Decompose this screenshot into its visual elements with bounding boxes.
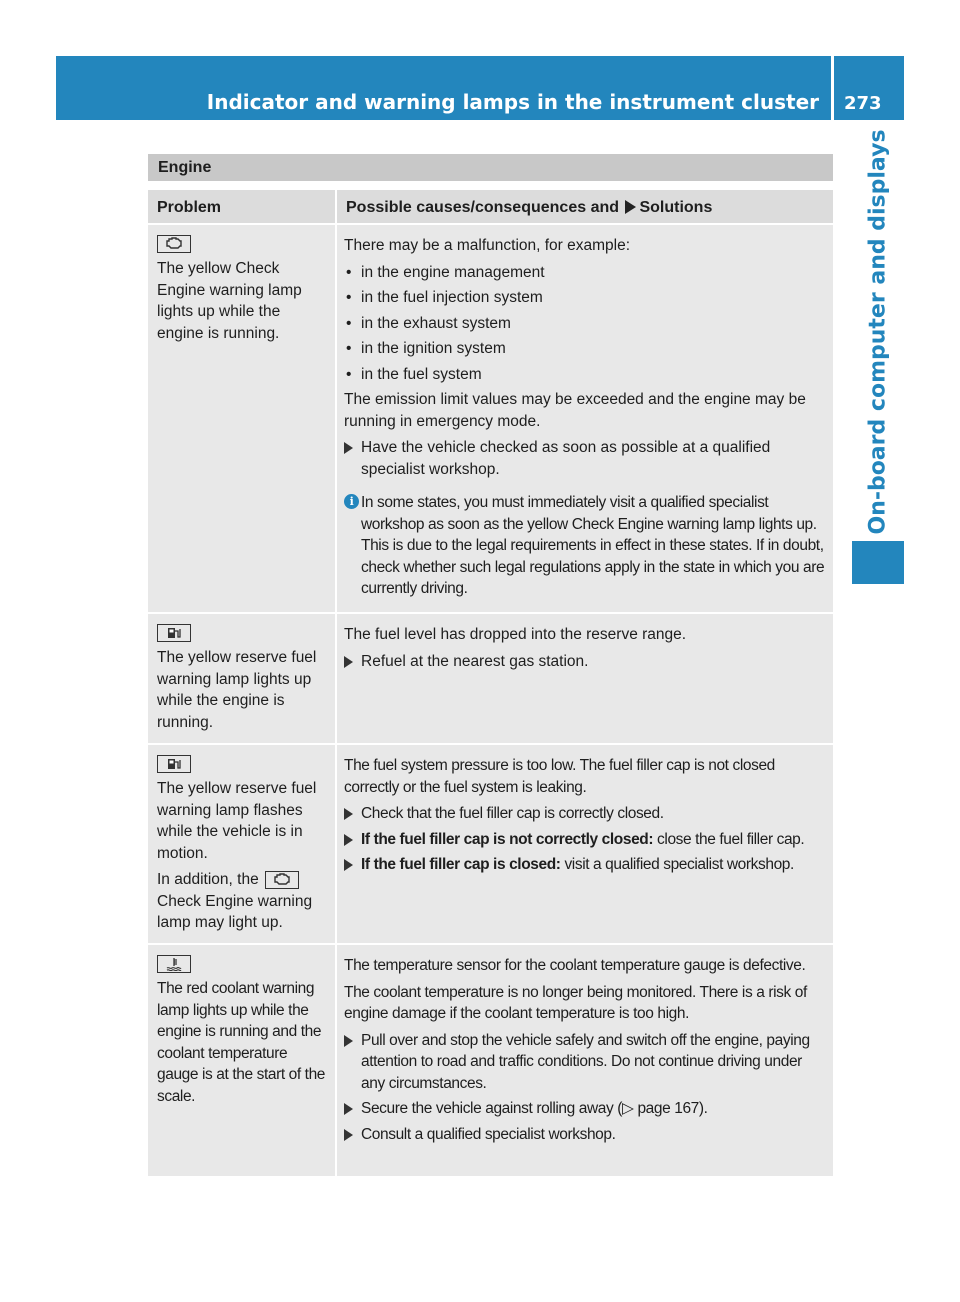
solution-cell bbox=[337, 614, 833, 743]
list-item: • in the exhaust system bbox=[346, 314, 511, 332]
section-title: Engine bbox=[158, 159, 212, 176]
side-tab bbox=[852, 130, 904, 535]
column-header-solution-suffix: Solutions bbox=[639, 199, 713, 216]
step-arrow-icon bbox=[344, 1103, 353, 1115]
solution-text: The fuel level has dropped into the reserve range. bbox=[344, 626, 687, 643]
problem-text: The yellow Check Engine warning lamp lights up while the engine is running. bbox=[157, 260, 302, 342]
solution-step: Have the vehicle checked as soon as possible at a qualified specialist workshop. bbox=[344, 437, 828, 480]
page-number: 273 bbox=[844, 93, 882, 114]
problem-text: The yellow reserve fuel warning lamp lights up while the engine is running. bbox=[157, 649, 317, 731]
solution-text: The fuel system pressure is too low. The fuel filler cap is not closed correctly or the fuel system is leaking. bbox=[344, 757, 775, 796]
page-reference: Secure the vehicle against rolling away (▷ page 167). bbox=[361, 1100, 708, 1117]
header-bar bbox=[56, 56, 831, 120]
check-engine-icon bbox=[157, 235, 191, 253]
column-header-solution bbox=[337, 190, 833, 223]
problem-cell bbox=[148, 614, 335, 743]
solution-text: The coolant temperature is no longer being monitored. There is a risk of engine damage if the coolant temperature is too high. bbox=[344, 983, 807, 1022]
step-arrow-icon bbox=[344, 808, 353, 820]
column-header-problem bbox=[148, 190, 335, 223]
table-row bbox=[148, 945, 833, 1176]
section-title-bar bbox=[148, 154, 833, 181]
table-row bbox=[148, 614, 833, 743]
problem-cell bbox=[148, 745, 335, 943]
step-arrow-icon bbox=[344, 656, 353, 668]
problem-text-secondary: In addition, the Check Engine warning lamp may light up. bbox=[157, 871, 313, 931]
coolant-temperature-icon bbox=[157, 955, 191, 973]
solution-step: If the fuel filler cap is not correctly closed: close the fuel filler cap. bbox=[344, 829, 828, 851]
page-title: Indicator and warning lamps in the instrument cluster bbox=[206, 90, 819, 114]
solution-step: If the fuel filler cap is closed: visit a qualified specialist workshop. bbox=[344, 854, 828, 876]
list-item: • in the engine management bbox=[346, 263, 545, 281]
table-row bbox=[148, 745, 833, 943]
solution-step: Refuel at the nearest gas station. bbox=[344, 651, 828, 673]
table-row bbox=[148, 225, 833, 612]
solution-intro: There may be a malfunction, for example: bbox=[344, 237, 631, 254]
solution-step: Check that the fuel filler cap is correctly closed. bbox=[344, 803, 828, 825]
step-arrow-icon bbox=[344, 859, 353, 871]
side-tab-marker bbox=[852, 541, 904, 584]
list-item: • in the ignition system bbox=[346, 340, 506, 357]
info-note: i In some states, you must immediately visit a qualified specialist workshop as soon as the yellow Check Engine warning lamp lights up. This is due to the legal requirements in effect in these states. If in doubt, check whether such legal regulations apply in the state in which you are currently driving. bbox=[344, 492, 828, 600]
solution-cell bbox=[337, 945, 833, 1176]
info-icon: i bbox=[344, 494, 359, 509]
problem-cell bbox=[148, 225, 335, 612]
solution-cell bbox=[337, 745, 833, 943]
column-header-solution-label: Possible causes/consequences and bbox=[346, 199, 620, 216]
solution-text: The temperature sensor for the coolant temperature gauge is defective. bbox=[344, 957, 806, 974]
solution-cell bbox=[337, 225, 833, 612]
solution-step: Consult a qualified specialist workshop. bbox=[344, 1124, 828, 1146]
step-arrow-icon bbox=[344, 834, 353, 846]
step-arrow-icon bbox=[344, 442, 353, 454]
step-arrow-icon bbox=[344, 1129, 353, 1141]
check-engine-icon bbox=[265, 871, 299, 889]
problem-text: The yellow reserve fuel warning lamp flashes while the vehicle is in motion. bbox=[157, 780, 317, 862]
column-header-problem-label: Problem bbox=[157, 199, 222, 216]
problem-cell bbox=[148, 945, 335, 1176]
page-number-box bbox=[834, 56, 904, 120]
fuel-reserve-icon bbox=[157, 624, 191, 642]
problem-text: The red coolant warning lamp lights up while the engine is running and the coolant temperature gauge is at the start of the scale. bbox=[157, 980, 326, 1105]
fuel-reserve-icon bbox=[157, 755, 191, 773]
list-item: • in the fuel system bbox=[346, 365, 482, 383]
side-tab-label: On-board computer and displays bbox=[865, 129, 891, 535]
step-arrow-icon bbox=[344, 1035, 353, 1047]
list-item: • in the fuel injection system bbox=[346, 289, 543, 306]
solution-step: Pull over and stop the vehicle safely and switch off the engine, paying attention to road and traffic conditions. Do not continue driving under any circumstances. bbox=[344, 1030, 828, 1095]
solution-text: The emission limit values may be exceeded and the engine may be running in emergency mode. bbox=[344, 391, 806, 430]
arrow-right-icon bbox=[625, 200, 636, 214]
solution-step bbox=[344, 1098, 828, 1120]
